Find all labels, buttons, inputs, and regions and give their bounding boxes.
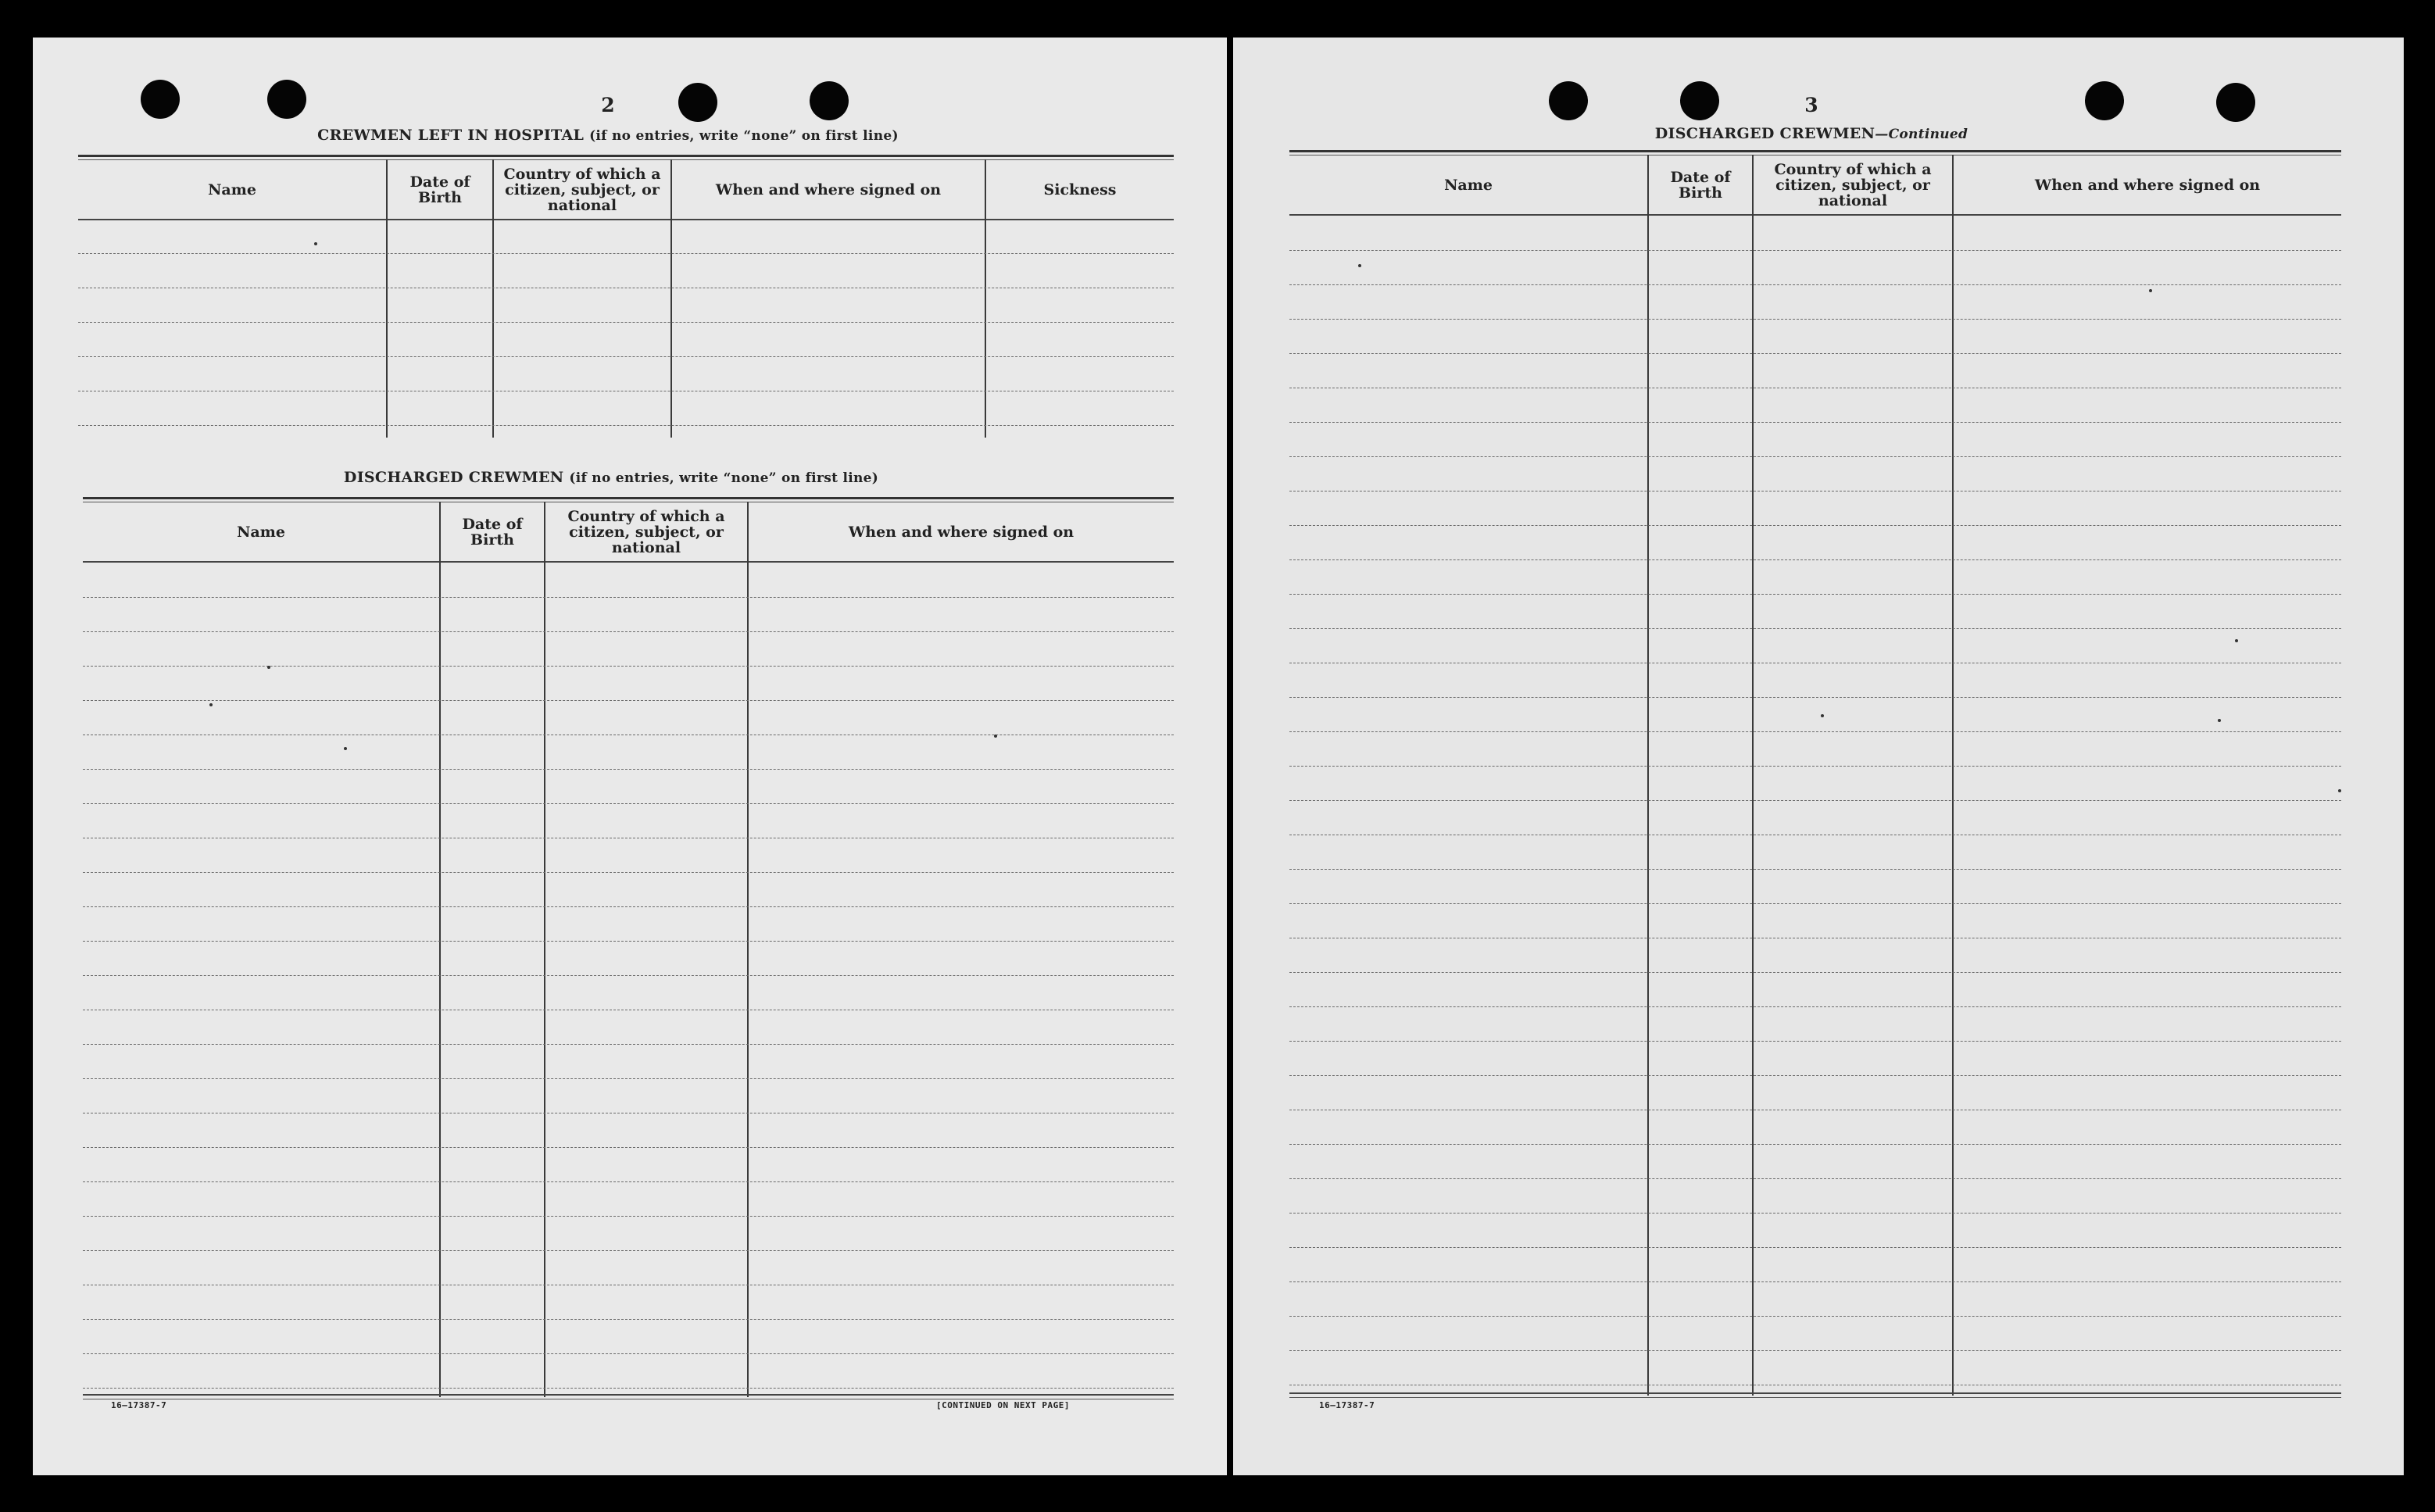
table-row[interactable] (1289, 250, 2341, 251)
table-row[interactable] (83, 1181, 1174, 1182)
discharged-table (83, 497, 1174, 1432)
table-row[interactable] (83, 906, 1174, 907)
table-row[interactable] (1289, 1213, 2341, 1214)
punch-hole (1680, 81, 1719, 120)
table-row[interactable] (83, 597, 1174, 598)
table-row[interactable] (1289, 1281, 2341, 1282)
table-row[interactable] (83, 1388, 1174, 1389)
table-row[interactable] (78, 356, 1174, 357)
right-form-page (1233, 38, 2404, 1475)
table-row[interactable] (1289, 594, 2341, 595)
header-date-of-birth: Date of Birth (462, 516, 523, 549)
paper-speck (267, 666, 270, 669)
header-signed-on: When and where signed on (715, 181, 942, 198)
paper-speck (344, 747, 347, 750)
paper-speck (2149, 289, 2152, 292)
hospital-title-text: CREWMEN LEFT IN HOSPITAL (317, 127, 585, 144)
table-row[interactable] (1289, 1350, 2341, 1351)
table-row[interactable] (83, 941, 1174, 942)
table-row[interactable] (1289, 1247, 2341, 1248)
hospital-section-title (317, 127, 899, 144)
table-row[interactable] (1289, 353, 2341, 354)
table-row[interactable] (1289, 1041, 2341, 1042)
table-row[interactable] (1289, 1316, 2341, 1317)
left-form-page (33, 38, 1227, 1475)
paper-speck (2235, 639, 2238, 642)
table-row[interactable] (83, 700, 1174, 701)
table-row[interactable] (1289, 1144, 2341, 1145)
header-date-of-birth: Date of Birth (1670, 169, 1731, 202)
table-row[interactable] (1289, 422, 2341, 423)
table-row[interactable] (78, 322, 1174, 323)
table-row[interactable] (1289, 456, 2341, 457)
table-row[interactable] (1289, 903, 2341, 904)
table-row[interactable] (1289, 731, 2341, 732)
header-country: Country of which a citizen, subject, or national (503, 166, 661, 214)
paper-speck (2218, 719, 2221, 722)
punch-hole (2216, 83, 2255, 122)
table-row[interactable] (1289, 1075, 2341, 1076)
table-row[interactable] (78, 253, 1174, 254)
table-row[interactable] (1289, 972, 2341, 973)
paper-speck (1358, 264, 1361, 267)
paper-speck (314, 242, 317, 245)
page-number: 3 (1804, 94, 1818, 116)
header-signed-on: When and where signed on (2034, 177, 2261, 194)
discharged-title-text: DISCHARGED CREWMEN (1654, 125, 1875, 142)
table-row[interactable] (1289, 800, 2341, 801)
punch-hole (1549, 81, 1588, 120)
table-row[interactable] (83, 1319, 1174, 1320)
form-number: 16—17387-7 (111, 1400, 167, 1410)
table-row[interactable] (1289, 284, 2341, 285)
table-row[interactable] (83, 1044, 1174, 1045)
discharged-continued-table (1289, 150, 2341, 1432)
table-row[interactable] (1289, 628, 2341, 629)
table-row[interactable] (83, 666, 1174, 667)
form-number: 16—17387-7 (1319, 1400, 1375, 1410)
page-number: 2 (601, 94, 615, 116)
continued-note: [CONTINUED ON NEXT PAGE] (936, 1400, 1070, 1410)
table-row[interactable] (83, 1250, 1174, 1251)
table-row[interactable] (83, 803, 1174, 804)
punch-hole (810, 81, 849, 120)
table-row[interactable] (1289, 525, 2341, 526)
hospital-table (78, 155, 1174, 474)
table-row[interactable] (83, 631, 1174, 632)
discharged-section-title (344, 469, 878, 486)
table-row[interactable] (83, 975, 1174, 976)
discharged-title-text: DISCHARGED CREWMEN (343, 469, 564, 486)
discharged-title-instruction: (if no entries, write “none” on first line) (569, 470, 879, 486)
table-row[interactable] (1289, 869, 2341, 870)
table-row[interactable] (83, 1147, 1174, 1148)
table-row[interactable] (78, 425, 1174, 426)
punch-hole (2085, 81, 2124, 120)
header-name: Name (208, 181, 256, 198)
table-row[interactable] (1289, 1178, 2341, 1179)
discharged-continued-title (1655, 125, 1968, 142)
punch-hole (678, 83, 717, 122)
paper-speck (994, 735, 997, 738)
paper-speck (1821, 714, 1824, 717)
header-name: Name (1444, 177, 1493, 194)
punch-hole (267, 80, 306, 119)
hospital-title-instruction: (if no entries, write “none” on first line) (589, 128, 899, 144)
paper-speck (2338, 789, 2341, 792)
table-row[interactable] (83, 1078, 1174, 1079)
header-country: Country of which a citizen, subject, or national (1774, 161, 1932, 209)
paper-speck (209, 703, 213, 706)
header-date-of-birth: Date of Birth (409, 173, 470, 206)
header-country: Country of which a citizen, subject, or national (567, 508, 725, 556)
table-row[interactable] (1289, 697, 2341, 698)
continued-suffix: —Continued (1875, 127, 1968, 142)
table-row[interactable] (1289, 319, 2341, 320)
table-row[interactable] (83, 872, 1174, 873)
header-signed-on: When and where signed on (848, 524, 1074, 541)
table-row[interactable] (1289, 559, 2341, 560)
punch-hole (141, 80, 180, 119)
table-row[interactable] (1289, 1006, 2341, 1007)
table-row[interactable] (83, 1353, 1174, 1354)
header-sickness: Sickness (1043, 181, 1117, 198)
table-row[interactable] (1289, 766, 2341, 767)
header-name: Name (237, 524, 285, 541)
table-row[interactable] (83, 1216, 1174, 1217)
table-row[interactable] (83, 769, 1174, 770)
